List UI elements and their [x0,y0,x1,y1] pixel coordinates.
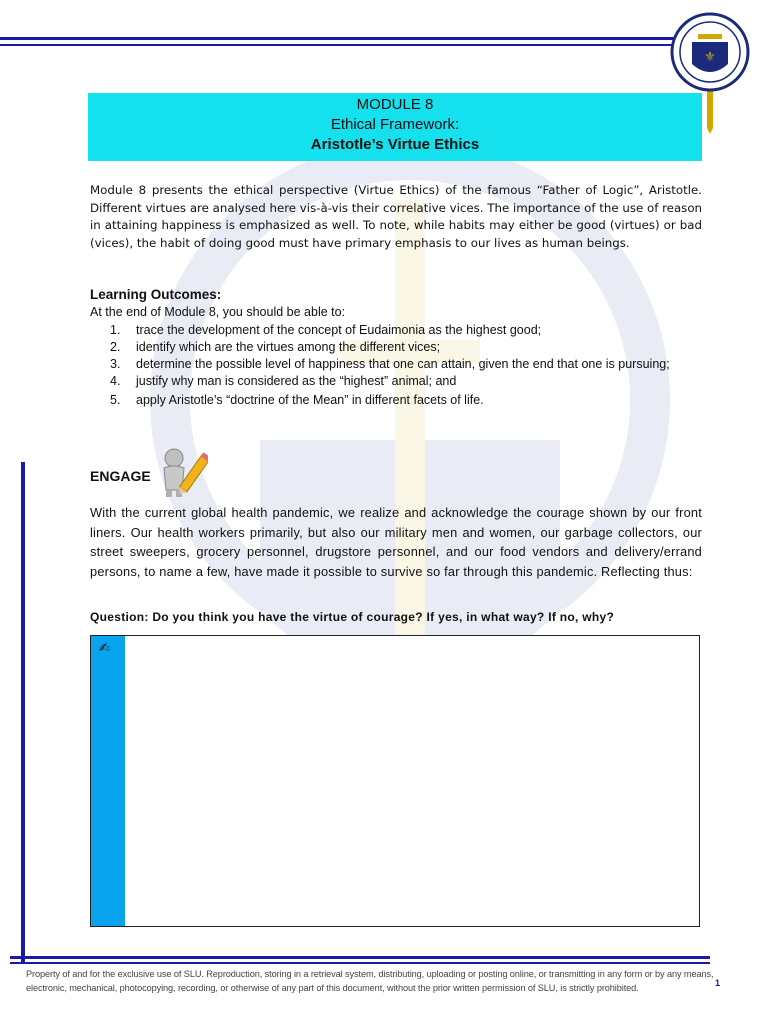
answer-box-side-strip [91,636,125,926]
svg-text:⚜: ⚜ [704,50,716,65]
engage-paragraph: With the current global health pandemic, we realize and acknowledge the courage shown by our front liners. Our health workers primarily, but also our military men and women, our garbage collectors, our street sweepers, grocery personnel, drugstore personnel, and our food vendors and delivery/errand persons, to name a few, have made it possible to survive so far through this pandemic. Reflecting thus: [90,505,702,579]
module-subtitle: Ethical Framework: [330,116,460,133]
module-topic: Aristotle’s Virtue Ethics [310,136,480,153]
learning-outcomes-heading: Learning Outcomes: [90,287,222,302]
page-number: 1 [715,978,721,988]
top-rule-thin [0,44,706,46]
list-item: 4. justify why man is considered as the “highest” animal; and [110,374,457,388]
list-item: 1. trace the development of the concept of Eudaimonia as the highest good; [110,323,542,337]
top-rule [0,37,706,40]
intro-paragraph: Module 8 presents the ethical perspective (Virtue Ethics) of the famous “Father of Logic”, Aristotle. Different virtues are analysed here vis-à-vis their correlative vices. The importance of the use of reason in attaining happiness is emphasized as well. To note, while habits may either be good (virtues) or bad (vices), the habit of doing good must have primary emphasis to our lives as human beings. [90,183,703,250]
list-item: 3. determine the possible level of happiness that one can attain, given the end that one is pursuing; [110,357,670,371]
learning-outcomes-lead: At the end of Module 8, you should be able to: [90,305,346,319]
left-margin-bar [21,462,25,962]
figure-with-pencil-icon [148,446,208,498]
reflection-question: Question: Do you think you have the virtue of courage? If yes, in what way? If no, why? [90,610,615,624]
answer-textbox[interactable] [90,635,700,927]
module-title-banner [88,93,702,161]
engage-heading: ENGAGE [90,468,151,484]
module-number: MODULE 8 [356,96,434,113]
copyright-notice: Property of and for the exclusive use of SLU. Reproduction, storing in a retrieval system, distributing, uploading or posting online, or transmitting in any form or by any means, electronic, mechanical, photocopying, recording, or otherwise of any part of this document, without the prior written permission of SLU, is strictly prohibited. [26,969,714,993]
list-item: 2. identify which are the virtues among the different vices; [110,340,441,354]
learning-outcomes-list [110,322,700,409]
bottom-rule [10,956,710,959]
bottom-rule-thin [10,962,710,964]
writing-hand-icon: ✍ [99,640,110,655]
list-item: 5. apply Aristotle’s “doctrine of the Mean” in different facets of life. [110,393,484,407]
